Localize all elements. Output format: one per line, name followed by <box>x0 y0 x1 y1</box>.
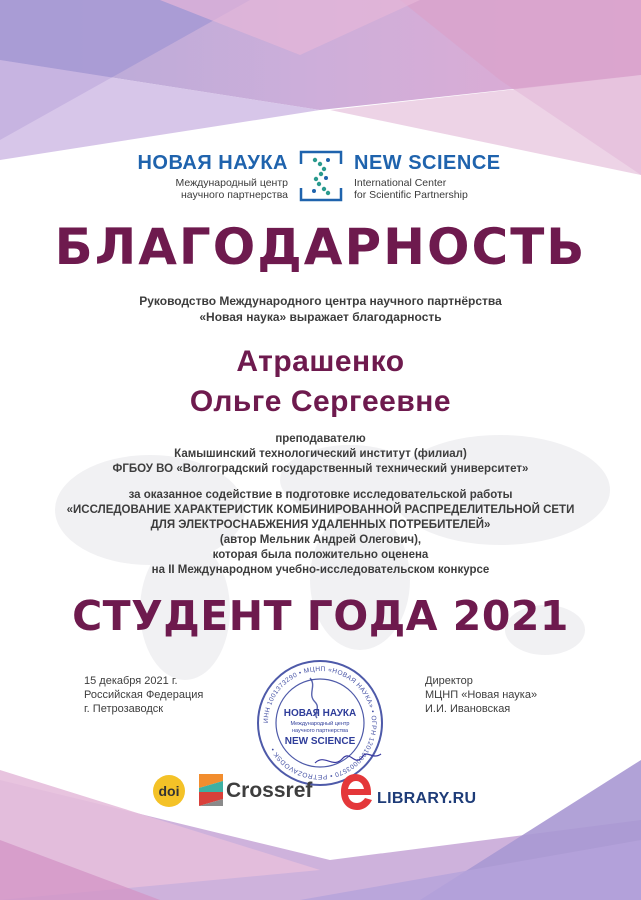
issue-date: 15 декабря 2021 г. <box>84 675 178 687</box>
partner-logos <box>0 770 641 820</box>
stamp-line4: NEW SCIENCE <box>284 736 356 747</box>
position-line: ФГБОУ ВО «Волгоградский государственный технический университет» <box>112 463 529 475</box>
official-stamp <box>255 658 385 788</box>
logo-subtitle-en-line2: for Scientific Partnership <box>354 189 468 201</box>
intro-line: Руководство Международного центра научного партнёрства <box>139 294 502 308</box>
stamp-ring-text: ИНН 1001373290 • МЦНП «НОВАЯ НАУКА» • ОГРН 1201000003570 • PETROZAVODSK • <box>262 665 378 781</box>
reason-line: ДЛЯ ЭЛЕКТРОСНАБЖЕНИЯ УДАЛЕННЫХ ПОТРЕБИТЕЛЕЙ» <box>150 519 491 531</box>
signatory-role: Директор <box>425 675 473 687</box>
crossref-label: Crossref <box>226 779 313 802</box>
reason-line: за оказанное содействие в подготовке исследовательской работы <box>128 489 513 501</box>
intro-line: «Новая наука» выражает благодарность <box>199 310 442 324</box>
issue-details <box>84 674 203 716</box>
signatory-org: МЦНП «Новая наука» <box>425 689 538 701</box>
doi-icon <box>152 774 192 808</box>
signatory-name: И.И. Ивановская <box>425 703 511 715</box>
reason-text <box>0 488 641 578</box>
logo-title-ru: НОВАЯ НАУКА <box>137 152 288 174</box>
logo-title-en: NEW SCIENCE <box>354 152 501 174</box>
stamp-line3: научного партнерства <box>291 728 349 734</box>
position-line: Камышинский технологический институт (филиал) <box>174 448 467 460</box>
issue-city: г. Петрозаводск <box>84 703 164 715</box>
doi-label: doi <box>158 783 180 799</box>
reason-line: «ИССЛЕДОВАНИЕ ХАРАКТЕРИСТИК КОМБИНИРОВАННОЙ РАСПРЕДЕЛИТЕЛЬНОЙ СЕТИ <box>66 504 575 516</box>
crossref-icon <box>197 772 225 808</box>
issue-country: Российская Федерация <box>84 689 204 701</box>
position-text <box>0 432 641 477</box>
logo-subtitle-en <box>354 177 524 201</box>
reason-line: (автор Мельник Андрей Олегович), <box>219 534 422 546</box>
contest-name: СТУДЕНТ ГОДА 2021 <box>72 592 569 640</box>
logo-subtitle-ru-line2: научного партнерства <box>180 189 288 201</box>
recipient-surname: Атрашенко <box>236 345 405 378</box>
reason-line: на II Международном учебно-исследовательском конкурсе <box>151 564 490 576</box>
stamp-line1: НОВАЯ НАУКА <box>283 708 357 719</box>
recipient-name: Ольге Сергеевне <box>189 385 452 418</box>
signatory-details <box>425 674 537 716</box>
stamp-line2: Международный центр <box>290 721 350 727</box>
intro-text <box>0 293 641 325</box>
certificate-title: БЛАГОДАРНОСТЬ <box>54 218 587 276</box>
position-line: преподавателю <box>275 433 366 445</box>
logo-subtitle-ru <box>118 177 288 201</box>
elibrary-icon <box>338 770 378 814</box>
elibrary-label: LIBRARY.RU <box>377 790 477 807</box>
reason-line: которая была положительно оценена <box>212 549 429 561</box>
dna-icon <box>299 150 343 202</box>
logo-subtitle-ru-line1: Международный центр <box>175 177 288 189</box>
logo-subtitle-en-line1: International Center <box>354 177 447 189</box>
organization-logo <box>118 150 523 202</box>
